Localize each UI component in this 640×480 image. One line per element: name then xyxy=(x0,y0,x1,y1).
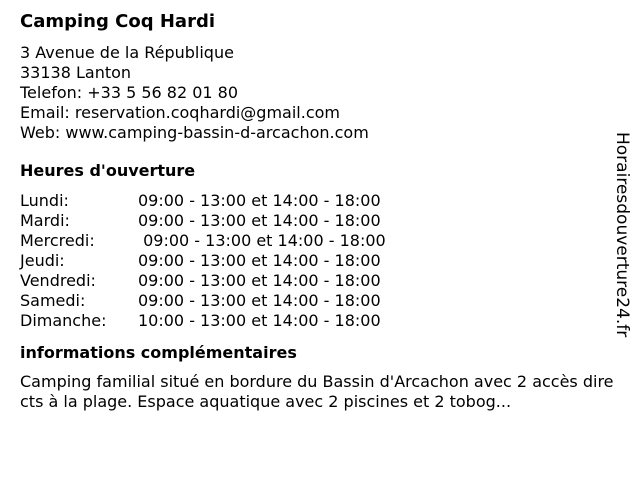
day-hours: 09:00 - 13:00 et 14:00 - 18:00 xyxy=(138,271,381,290)
hours-row-saturday xyxy=(20,291,386,311)
additional-info-text: Camping familial situé en bordure du Bassin d'Arcachon avec 2 accès directs à la plage. Espace aquatique avec 2 piscines et 2 tobog... xyxy=(20,372,614,411)
day-label: Jeudi: xyxy=(20,251,65,270)
address-street: 3 Avenue de la République xyxy=(20,43,234,62)
business-card xyxy=(20,10,615,412)
site-watermark: Horairesdouverture24.fr xyxy=(612,132,632,338)
address-city: 33138 Lanton xyxy=(20,63,132,82)
contact-block xyxy=(20,43,615,143)
day-label: Mardi: xyxy=(20,211,70,230)
day-label: Lundi: xyxy=(20,191,69,210)
day-hours: 09:00 - 13:00 et 14:00 - 18:00 xyxy=(138,191,381,210)
opening-hours-table xyxy=(20,191,386,331)
hours-row-thursday xyxy=(20,251,386,271)
opening-hours-heading: Heures d'ouverture xyxy=(20,161,196,180)
email-line: Email: reservation.coqhardi@gmail.com xyxy=(20,103,340,122)
hours-row-friday xyxy=(20,271,386,291)
phone-line: Telefon: +33 5 56 82 01 80 xyxy=(20,83,239,102)
day-label: Samedi: xyxy=(20,291,86,310)
hours-row-wednesday xyxy=(20,231,386,251)
day-hours: 09:00 - 13:00 et 14:00 - 18:00 xyxy=(138,231,386,250)
day-label: Vendredi: xyxy=(20,271,96,290)
day-hours: 09:00 - 13:00 et 14:00 - 18:00 xyxy=(138,291,381,310)
day-hours: 09:00 - 13:00 et 14:00 - 18:00 xyxy=(138,211,381,230)
hours-row-sunday xyxy=(20,311,386,331)
day-label: Mercredi: xyxy=(20,231,95,250)
hours-row-monday xyxy=(20,191,386,211)
web-line: Web: www.camping-bassin-d-arcachon.com xyxy=(20,123,369,142)
hours-row-tuesday xyxy=(20,211,386,231)
business-name: Camping Coq Hardi xyxy=(20,11,216,32)
day-hours: 09:00 - 13:00 et 14:00 - 18:00 xyxy=(138,251,381,270)
day-label: Dimanche: xyxy=(20,311,107,330)
day-hours: 10:00 - 13:00 et 14:00 - 18:00 xyxy=(138,311,381,330)
additional-info-heading: informations complémentaires xyxy=(20,343,297,362)
